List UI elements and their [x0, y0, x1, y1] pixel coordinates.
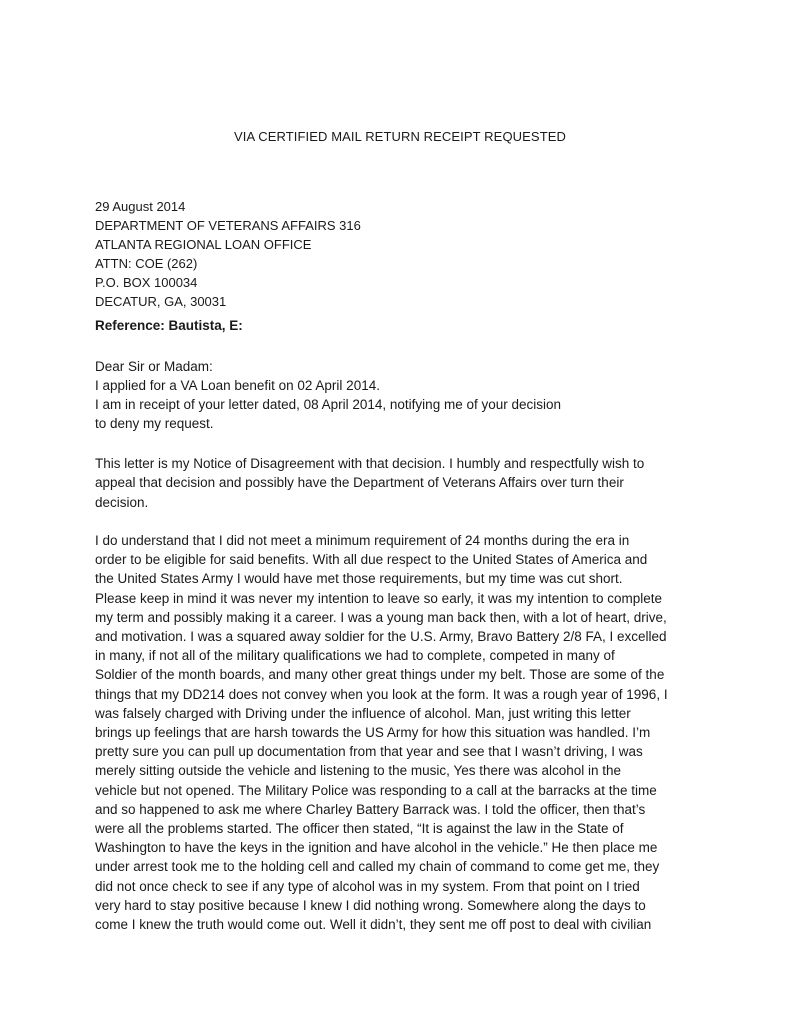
notice-of-disagreement-paragraph	[95, 454, 735, 512]
receipt-statement: I am in receipt of your letter dated, 08 April 2014, notifying me of your decision	[95, 397, 562, 412]
receipt-statement-continued: to deny my request.	[95, 416, 214, 431]
paragraph-line: pretty sure you can pull up documentation from that year and see that I wasn’t driving, I was	[95, 744, 643, 760]
greeting: Dear Sir or Madam:	[95, 359, 213, 374]
paragraph-line: decision.	[95, 494, 149, 510]
paragraph-line: my term and possibly making it a career. I was a young man back then, with a lot of heart, drive,	[95, 609, 667, 625]
address-line-office: ATLANTA REGIONAL LOAN OFFICE	[95, 237, 312, 252]
paragraph-line: Soldier of the month boards, and many other great things under my belt. Those are some of the	[95, 667, 665, 683]
paragraph-line: in many, if not all of the military qualifications we had to complete, competed in many of	[95, 648, 615, 664]
paragraph-line: under arrest took me to the holding cell and called my chain of command to come get me, they	[95, 859, 660, 875]
letter-date: 29 August 2014	[95, 199, 186, 214]
paragraph-line: very hard to stay positive because I knew I did nothing wrong. Somewhere along the days to	[95, 897, 646, 913]
paragraph-line: order to be eligible for said benefits. With all due respect to the United States of America and	[95, 552, 648, 568]
reference-line: Reference: Bautista, E:	[95, 318, 243, 333]
paragraph-line: did not once check to see if any type of alcohol was in my system. From that point on I tried	[95, 878, 640, 894]
paragraph-line: the United States Army I would have met those requirements, but my time was cut short.	[95, 571, 623, 587]
address-line-city: DECATUR, GA, 30031	[95, 294, 227, 309]
paragraph-line: This letter is my Notice of Disagreement with that decision. I humbly and respectfully wish to	[95, 456, 645, 471]
paragraph-line: brings up feelings that are harsh towards the US Army for how this situation was handled. I’m	[95, 725, 651, 741]
address-line-po-box: P.O. BOX 100034	[95, 275, 198, 290]
paragraph-line: Washington to have the keys in the ignition and have alcohol in the vehicle.” He then place me	[95, 840, 658, 856]
paragraph-line: vehicle but not opened. The Military Police was responding to a call at the barracks at the time	[95, 782, 657, 798]
paragraph-line: things that my DD214 does not convey when you look at the form. It was a rough year of 1996, I	[95, 686, 668, 702]
paragraph-line: I do understand that I did not meet a minimum requirement of 24 months during the era in	[95, 533, 630, 548]
paragraph-line: was falsely charged with Driving under the influence of alcohol. Man, just writing this letter	[95, 705, 631, 721]
paragraph-line: Please keep in mind it was never my intention to leave so early, it was my intention to complete	[95, 590, 663, 606]
explanation-paragraph	[95, 531, 735, 934]
paragraph-line: merely sitting outside the vehicle and listening to the music, Yes there was alcohol in the	[95, 763, 622, 779]
recipient-address-block	[95, 197, 361, 311]
address-line-attention: ATTN: COE (262)	[95, 256, 198, 271]
paragraph-line: appeal that decision and possibly have the Department of Veterans Affairs over turn their	[95, 475, 624, 491]
paragraph-line: come I knew the truth would come out. Well it didn’t, they sent me off post to deal with civilian	[95, 917, 652, 933]
salutation-block	[95, 357, 735, 433]
delivery-notice: VIA CERTIFIED MAIL RETURN RECEIPT REQUESTED	[233, 129, 566, 144]
paragraph-line: and motivation. I was a squared away soldier for the U.S. Army, Bravo Battery 2/8 FA, I excelled	[95, 629, 667, 645]
paragraph-line: were all the problems started. The officer then stated, “It is against the law in the State of	[95, 821, 624, 837]
application-statement: I applied for a VA Loan benefit on 02 April 2014.	[95, 378, 380, 393]
paragraph-line: and so happened to ask me where Charley Battery Barrack was. I told the officer, then that’s	[95, 801, 646, 817]
address-line-department: DEPARTMENT OF VETERANS AFFAIRS 316	[95, 218, 361, 233]
